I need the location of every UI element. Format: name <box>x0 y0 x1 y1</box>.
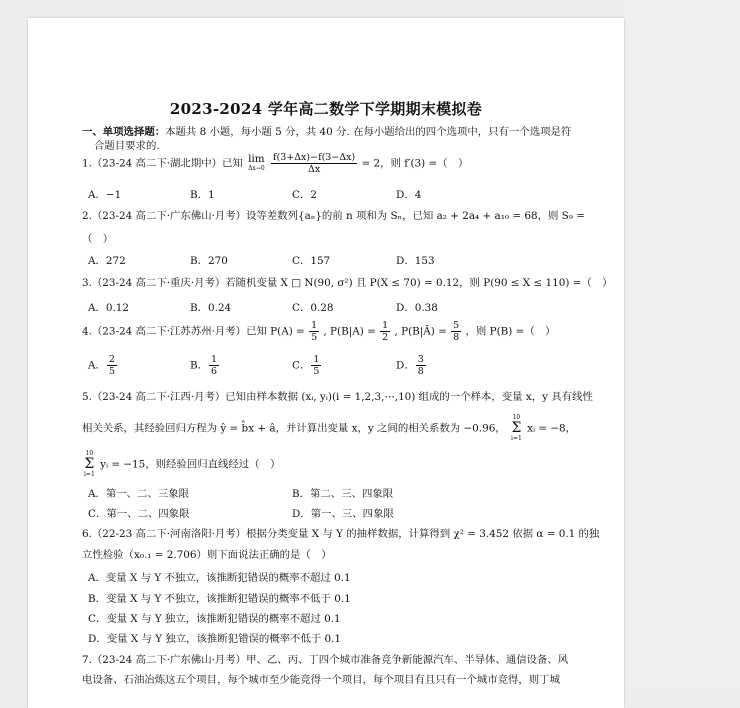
q4-c-den: 5 <box>313 366 320 377</box>
q1-prefix: 1.（23-24 高二下·湖北期中）已知 <box>82 157 243 170</box>
q1-fraction <box>271 152 357 175</box>
q5-sum-x <box>511 414 522 443</box>
q4-prefix: 4.（23-24 高二下·江苏苏州·月考）已知 P(A) = <box>82 325 305 338</box>
q1-option-c: C．2 <box>292 189 317 201</box>
sigma-icon: Σ <box>511 420 522 436</box>
q4-d-frac <box>416 354 426 377</box>
question-2: 2.（23-24 高二下·广东佛山·月考）设等差数列{aₙ}的前 n 项和为 Sₙ，已知 a₂ + 2a₄ + a₁₀ = 68，则 S₉ = <box>82 210 585 222</box>
q5-option-b: B．第二、三、四象限 <box>292 488 394 500</box>
q4-mid2: , P(B|Ā) = <box>394 325 447 338</box>
q1-numerator: f(3+Δx)−f(3−Δx) <box>272 152 356 163</box>
q1-denominator: Δx <box>307 164 321 175</box>
q4-option-b <box>190 354 220 377</box>
q5-line2-text: 相关关系，其经验回归方程为 ŷ = b̂x + â，并计算出变量 x，y 之间的相关系数为 −0.96， <box>82 422 506 435</box>
q4-f3-num: 5 <box>453 320 460 331</box>
question-4 <box>82 320 556 343</box>
q6-option-b: B．变量 X 与 Y 不独立，该推断犯错误的概率不低于 0.1 <box>88 593 351 605</box>
q4-f2-num: 1 <box>382 320 389 331</box>
q4-option-a <box>88 354 118 377</box>
q5-sum-x-value: xᵢ = −8， <box>527 422 577 435</box>
q4-frac-pa <box>309 320 319 343</box>
section-intro <box>82 123 571 138</box>
question-5-line3 <box>82 450 280 479</box>
q4-b-den: 6 <box>211 366 218 377</box>
question-7: 7.（23-24 高二下·广东佛山·月考）甲、乙、丙、丁四个城市准备竞争新能源汽车、半导体、通信设备、风 <box>82 654 569 666</box>
question-5-line2 <box>82 414 576 443</box>
q1-lim-text: lim <box>248 152 265 165</box>
q2-option-c: C．157 <box>292 255 331 267</box>
q4-suffix: ，则 P(B) =（ ） <box>465 325 556 338</box>
question-5: 5.（23-24 高二下·江西·月考）已知由样本数据 (xᵢ, yᵢ)(i = 1,2,3,⋯,10) 组成的一个样本，变量 x，y 具有线性 <box>82 391 593 403</box>
q4-option-c <box>292 354 322 377</box>
page-content <box>28 18 624 687</box>
q4-c-num: 1 <box>313 354 320 365</box>
q4-b-label: B． <box>190 359 209 372</box>
q2-option-b: B．270 <box>190 255 228 267</box>
q5-option-a: A．第一、二、三象限 <box>88 488 190 500</box>
q3-option-a: A．0.12 <box>88 302 130 314</box>
q4-a-den: 5 <box>108 366 115 377</box>
q4-f3-den: 8 <box>453 332 460 343</box>
question-3: 3.（23-24 高二下·重庆·月考）若随机变量 X □ N(90, σ²) 且 P(X ≤ 70) = 0.12，则 P(90 ≤ X ≤ 110) =（ ） <box>82 277 613 289</box>
q1-option-a: A．−1 <box>88 189 122 201</box>
q4-mid1: , P(B|A) = <box>323 325 376 338</box>
sigma-icon: Σ <box>84 456 95 472</box>
question-2-line2: （ ） <box>82 233 114 245</box>
q5-sum-y-top: 10 <box>85 450 94 457</box>
q6-option-a: A．变量 X 与 Y 不独立，该推断犯错误的概率不超过 0.1 <box>88 572 351 584</box>
q4-b-frac <box>209 354 219 377</box>
viewer-side-panel <box>624 0 740 687</box>
q1-limit <box>248 154 265 174</box>
section-intro-text: 本题共 8 小题，每小题 5 分，共 40 分. 在每小题给出的四个选项中，只有一个选项是符 <box>165 126 572 138</box>
q1-suffix: = 2，则 f′(3) =（ ） <box>361 157 469 170</box>
q5-line3-text: yᵢ = −15，则经验回归直线经过（ ） <box>100 458 281 471</box>
q4-a-num: 2 <box>108 354 115 365</box>
q4-a-frac <box>107 354 117 377</box>
question-7-line2: 电设备、石油冶炼这五个项目，每个城市至少能竞得一个项目，每个项目有且只有一个城市竞得，则丁城 <box>82 674 560 686</box>
q5-option-c: C．第一、二、四象限 <box>88 508 190 520</box>
section-intro-line2: 合题目要求的. <box>94 140 160 152</box>
q4-frac-pba <box>380 320 390 343</box>
q1-option-b: B．1 <box>190 189 215 201</box>
question-1 <box>82 152 468 175</box>
q4-d-label: D． <box>396 359 415 372</box>
q5-sum-y <box>84 450 95 479</box>
q4-c-frac <box>311 354 321 377</box>
q4-f1-num: 1 <box>311 320 318 331</box>
q4-f2-den: 2 <box>382 332 389 343</box>
q1-option-d: D．4 <box>396 189 422 201</box>
q2-option-a: A．272 <box>88 255 126 267</box>
q5-sum-x-top: 10 <box>512 414 521 421</box>
q4-c-label: C． <box>292 359 311 372</box>
q4-d-den: 8 <box>417 366 424 377</box>
q4-option-d <box>396 354 427 377</box>
q3-option-c: C．0.28 <box>292 302 334 314</box>
q6-option-d: D．变量 X 与 Y 独立，该推断犯错误的概率不低于 0.1 <box>88 633 342 645</box>
q4-f1-den: 5 <box>311 332 318 343</box>
q4-frac-pbnota <box>451 320 461 343</box>
q2-option-d: D．153 <box>396 255 435 267</box>
q1-lim-sub: Δx→0 <box>248 164 265 172</box>
q5-option-d: D．第一、三、四象限 <box>292 508 394 520</box>
exam-title: 2023-2024 学年高二数学下学期期末模拟卷 <box>169 100 483 118</box>
q3-option-b: B．0.24 <box>190 302 232 314</box>
q6-option-c: C．变量 X 与 Y 独立，该推断犯错误的概率不超过 0.1 <box>88 613 341 625</box>
q4-b-num: 1 <box>211 354 218 365</box>
q4-d-num: 3 <box>417 354 424 365</box>
q5-sum-x-bottom: i=1 <box>511 435 522 442</box>
section-heading: 一、单项选择题： <box>82 126 166 138</box>
q5-sum-y-bottom: i=1 <box>84 471 95 478</box>
q3-option-d: D．0.38 <box>396 302 438 314</box>
question-6-line2: 立性检验（x₀.₁ = 2.706）则下面说法正确的是（ ） <box>82 549 332 561</box>
question-6: 6.（22-23 高二下·河南洛阳·月考）根据分类变量 X 与 Y 的抽样数据，计算得到 χ² = 3.452 依据 α = 0.1 的独 <box>82 528 600 540</box>
q4-a-label: A． <box>88 359 106 372</box>
